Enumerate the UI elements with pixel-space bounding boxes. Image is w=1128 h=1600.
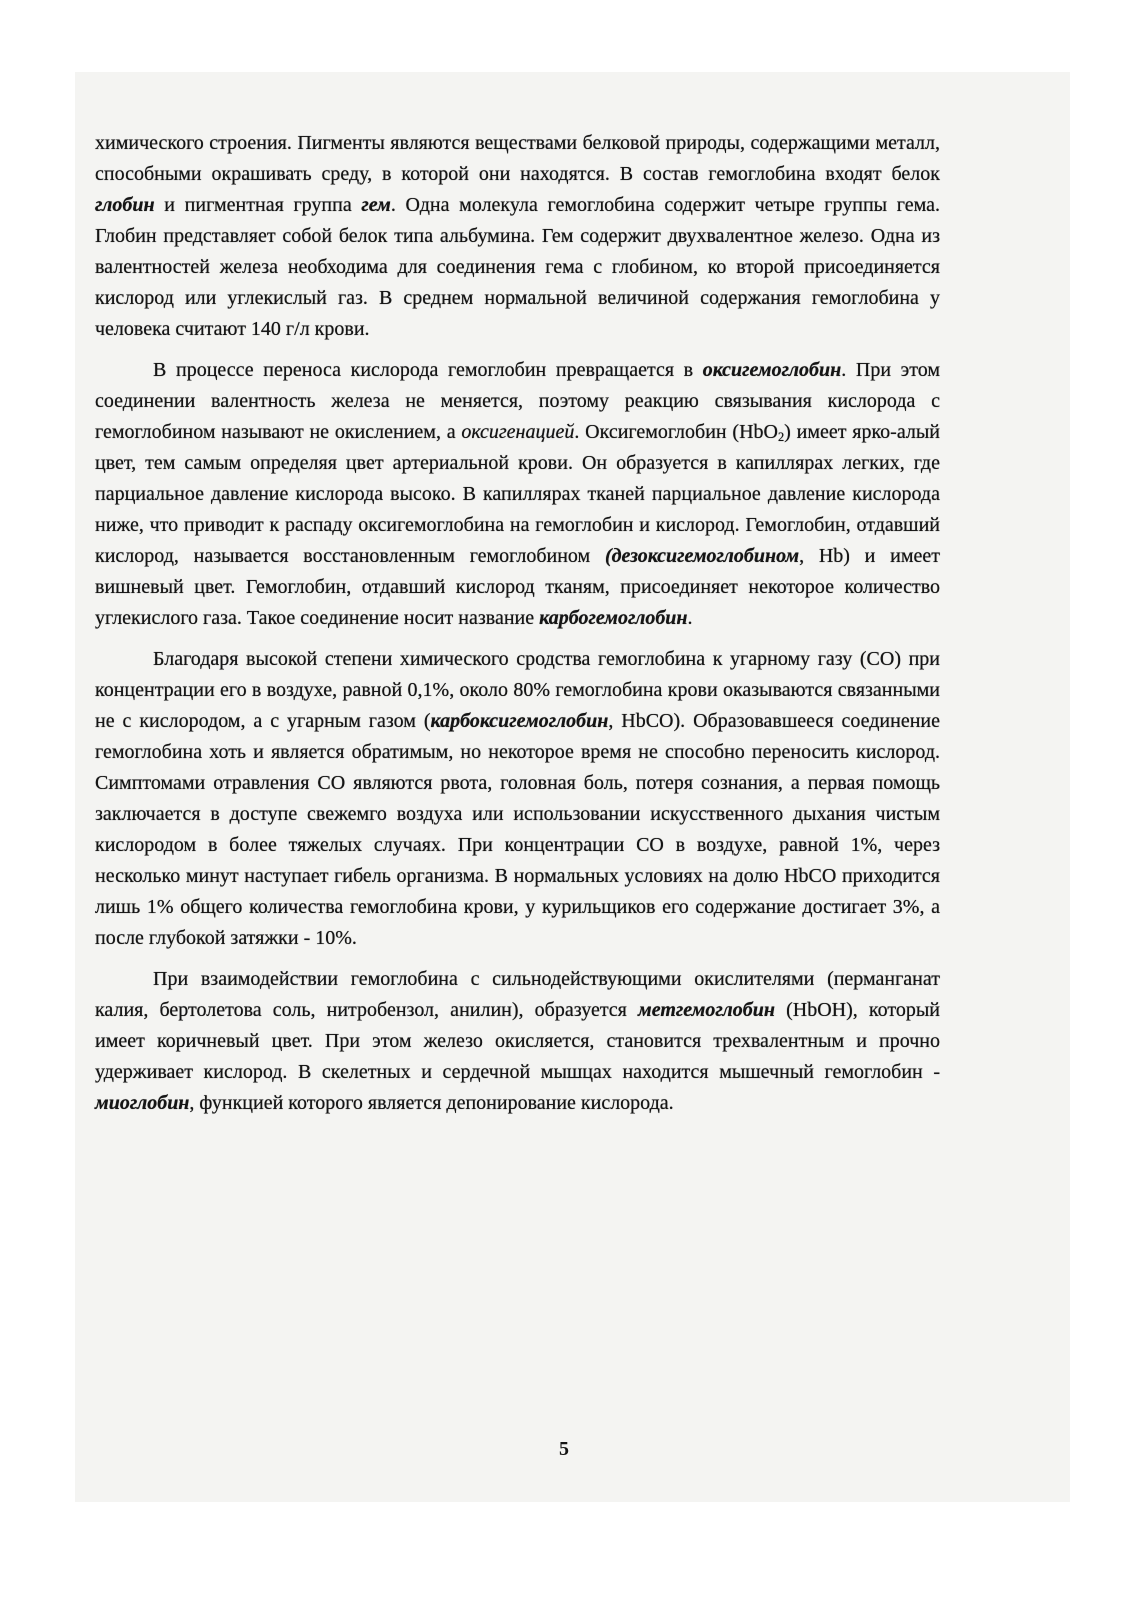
text-run: Благодаря высокой степени химического сродства гемоглобина к угарному газу (СО) при концентрации его в воздухе, равной 0,1%, около 80% гемоглобина крови оказываются связанными не с кислородом, а с угарным газом (	[95, 648, 940, 732]
text-run: В процессе переноса кислорода гемоглобин превращается в	[153, 359, 703, 381]
text-run: ) имеет ярко-алый цвет, тем самым определяя цвет артериальной крови. Он образуется в капиллярах легких, где парциальное давление кислорода высоко. В капиллярах тканей парциальное давление кислорода ниже, что приводит к распаду оксигемоглобина на гемоглобин и кислород. Гемоглобин, отдавший кислород, называется восстановленным гемоглобином	[95, 421, 941, 567]
text-run: . Оксигемоглобин (HbO	[574, 421, 778, 443]
text-run: При взаимодействии гемоглобина с сильнодействующими окислителями (перманганат калия, бертолетова соль, нитробензол, анилин), образуется	[95, 968, 940, 1021]
text-run: химического строения. Пигменты являются веществами белковой природы, содержащими металл, способными окрашивать среду, в которой они находятся. В состав гемоглобина входят белок	[95, 132, 940, 185]
body-text	[95, 128, 940, 1119]
term-emphasis: карбоксигемоглобин	[430, 710, 609, 732]
text-run: , HbCO). Образовавшееся соединение гемоглобина хоть и является обратимым, но некоторое время не способно переносить кислород. Симптомами отравления СО являются рвота, головная боль, потеря сознания, а первая помощь заключается в доступе свежемго воздуха или использовании искусственного дыхания чистым кислородом в более тяжелых случаях. При концентрации СО в воздухе, равной 1%, через несколько минут наступает гибель организма. В нормальных условиях на долю HbCO приходится лишь 1% общего количества гемоглобина крови, у курильщиков его содержание достигает 3%, а после глубокой затяжки - 10%.	[95, 710, 940, 949]
paragraph	[95, 964, 940, 1119]
term-emphasis: оксигемоглобин	[702, 359, 842, 381]
paragraph	[95, 644, 940, 954]
term-italic: оксигенацией	[461, 421, 575, 443]
term-emphasis: карбогемоглобин	[539, 607, 688, 629]
term-emphasis: (дезоксигемоглобином	[604, 545, 800, 567]
term-emphasis: гем	[361, 194, 391, 216]
term-emphasis: глобин	[95, 194, 155, 216]
page-number: 5	[559, 1438, 569, 1460]
text-run: , Hb) и имеет вишневый цвет. Гемоглобин, отдавший кислород тканям, присоединяет некоторое количество углекислого газа. Такое соединение носит название	[95, 545, 940, 629]
term-emphasis: метгемоглобин	[638, 999, 775, 1021]
text-run: и пигментная группа	[154, 194, 362, 216]
text-run: . Одна молекула гемоглобина содержит четыре группы гема. Глобин представляет собой белок типа альбумина. Гем содержит двухвалентное железо. Одна из валентностей железа необходима для соединения гема с глобином, ко второй присоединяется кислород или углекислый газ. В среднем нормальной величиной содержания гемоглобина у человека считают 140 г/л крови.	[95, 194, 940, 340]
subscript-text: 2	[777, 430, 785, 445]
paragraph	[95, 128, 940, 345]
paragraph	[95, 355, 940, 634]
text-run: .	[687, 607, 693, 629]
term-emphasis: миоглобин	[95, 1092, 190, 1114]
text-run: (HbOH), который имеет коричневый цвет. При этом железо окисляется, становится трехвалентным и прочно удерживает кислород. В скелетных и сердечной мышцах находится мышечный гемоглобин -	[95, 999, 940, 1083]
text-run: , функцией которого является депонирование кислорода.	[189, 1092, 674, 1114]
text-run: . При этом соединении валентность железа не меняется, поэтому реакцию связывания кислорода с гемоглобином называют не окислением, а	[95, 359, 941, 443]
